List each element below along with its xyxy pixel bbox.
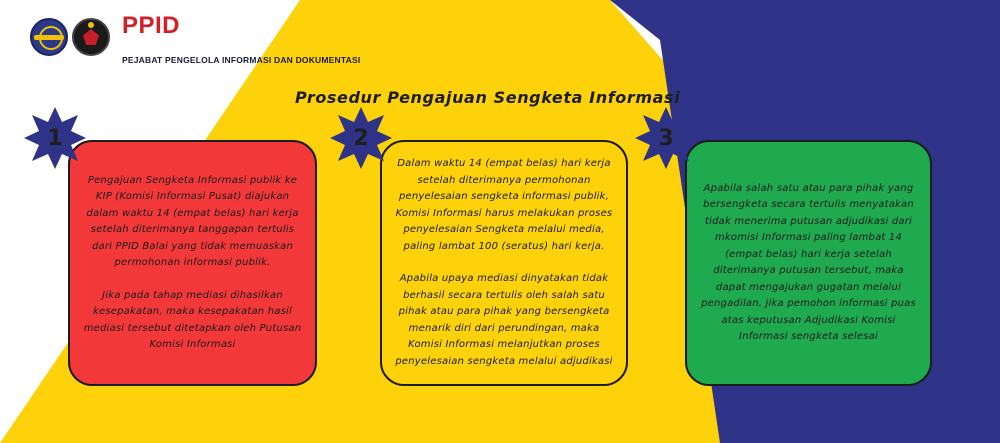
step-3-number: 3 bbox=[658, 125, 674, 151]
step-card-1 bbox=[68, 140, 317, 386]
step-2-paragraph-1: Dalam waktu 14 (empat belas) hari kerja setelah diterimanya permohonan penyelesaian sengketa informasi publik, Komisi Informasi harus melakukan proses penyelesaian Sengketa melalui media, paling lambat 100 (seratus) hari kerja. bbox=[395, 158, 613, 252]
step-2-number: 2 bbox=[353, 125, 369, 151]
ministry-logo-icon bbox=[30, 18, 68, 56]
step-2-paragraph-2: Apabila upaya mediasi dinyatakan tidak berhasil secara tertulis oleh salah satu pihak atau para pihak yang bersengketa menarik diri dari perundingan, maka Komisi Informasi melanjutkan proses penyelesaian sengketa melalui adjudikasi bbox=[395, 273, 613, 367]
brand-title: PPID bbox=[122, 12, 181, 39]
step-1-badge bbox=[22, 105, 88, 171]
step-1-paragraph-1: Pengajuan Sengketa Informasi publik ke KIP (Komisi Informasi Pusat) diajukan dalam waktu 14 (empat belas) hari kerja setelah diterimanya tanggapan tertulis dari PPID Balai yang tidak memuaskan permohonan informasi publik. bbox=[86, 174, 299, 268]
page-title: Prosedur Pengajuan Sengketa Informasi bbox=[295, 88, 681, 107]
brand-block bbox=[122, 14, 360, 65]
brand-subtitle-ppid: PEJABAT PENGELOLA INFORMASI DAN DOKUMENTASI bbox=[122, 55, 361, 65]
step-card-2 bbox=[380, 140, 628, 386]
step-3-paragraph-1: Apabila salah satu atau para pihak yang bersengketa secara tertulis menyatakan tidak menerima putusan adjudikasi dari mkomisi Informasi paling lambat 14 (empat belas) hari kerja setelah diterimanya putusan tersebut, maka dapat mengajukan gugatan melalui pengadilan. jika pemohon informasi puas atas keputusan Adjudikasi Komisi Informasi sengketa selesai bbox=[701, 182, 916, 342]
step-3-badge bbox=[633, 105, 699, 171]
step-card-3 bbox=[685, 140, 932, 386]
step-1-number: 1 bbox=[47, 125, 63, 151]
step-1-paragraph-2: Jika pada tahap mediasi dihasilkan kesepakatan, maka kesepakatan hasil mediasi tersebut ditetapkan oleh Putusan Komisi Informasi bbox=[83, 289, 302, 350]
step-2-badge bbox=[328, 105, 394, 171]
header bbox=[30, 14, 360, 65]
brand-subtitle-office: KANTOR UPP JUWANA bbox=[122, 41, 217, 50]
emblem-logo-icon bbox=[72, 18, 110, 56]
